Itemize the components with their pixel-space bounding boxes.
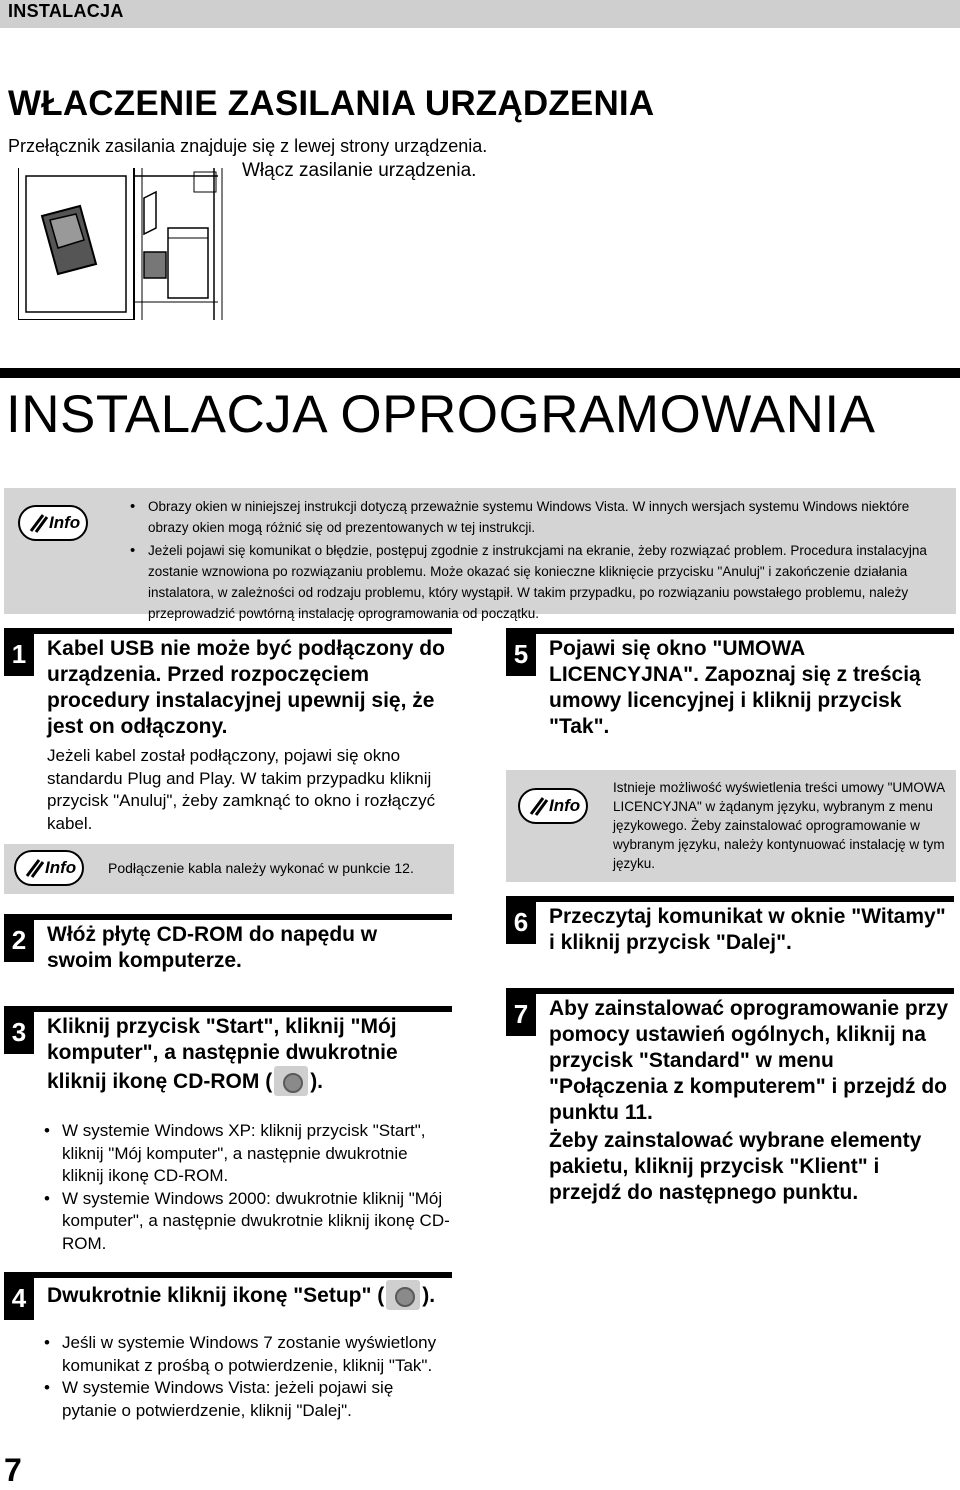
power-title: WŁACZENIE ZASILANIA URZĄDZENIA [8, 84, 655, 123]
pencil-icon [28, 512, 48, 534]
info-text: Podłączenie kabla należy wykonać w punkcie 12. [108, 860, 414, 876]
pencil-icon [528, 795, 548, 817]
step-title-secondary: Żeby zainstalować wybrane elementy pakietu, kliknij przycisk "Klient" i przejdź do następnego punktu. [549, 1129, 922, 1204]
step-title-text: Kliknij przycisk "Start", kliknij "Mój komputer", a następnie dwukrotnie kliknij ikonę CD-ROM ( [47, 1015, 398, 1093]
step-rule [4, 914, 452, 920]
software-title: INSTALACJA OPROGRAMOWANIA [6, 385, 876, 444]
step-title-end: ). [422, 1284, 436, 1307]
bullet-item: • W systemie Windows XP: kliknij przycisk "Start", kliknij "Mój komputer", a następnie dwukrotnie kliknij ikonę CD-ROM. [42, 1120, 452, 1188]
info-label: Info [549, 796, 581, 815]
step-number: 5 [506, 632, 536, 676]
bullet-item: • Jeśli w systemie Windows 7 zostanie wyświetlony komunikat z prośbą o potwierdzenie, kliknij "Tak". [42, 1332, 452, 1377]
step-rule [506, 628, 954, 634]
step-title: Pojawi się okno "UMOWA LICENCYJNA". Zapoznaj się z treścią umowy licencyjnej i kliknij przycisk "Tak". [549, 637, 921, 738]
power-switch-illustration [18, 168, 240, 320]
info-box-step5 [506, 770, 956, 882]
info-box-general [4, 488, 956, 621]
step-title: Kabel USB nie może być podłączony do urządzenia. Przed rozpoczęciem procedury instalacyjnej upewnij się, że jest on odłączony. [47, 637, 445, 738]
step-bullets [42, 1332, 452, 1422]
step-title [47, 1280, 467, 1310]
info-box-step1 [4, 844, 454, 894]
page-number: 7 [4, 1452, 22, 1488]
header-bar [0, 0, 960, 28]
info-text: Istnieje możliwość wyświetlenia treści umowy "UMOWA LICENCYJNA" w żądanym języku, wybranym z menu językowego. Żeby zainstalować oprogramowanie w wybranym języku, należy kontynuować instalację w tym języku. [613, 780, 945, 871]
info-item: • Jeżeli pojawi się komunikat o błędzie, postępuj zgodnie z instrukcjami na ekranie, żeby rozwiązać problem. Procedura instalacyjna zostanie wznowiona po rozwiązaniu problemu. Może okazać się konieczne kliknięcie przycisku "Anuluj" i zakończenie działania instalatora, w zależności od rodzaju problemu, który wystąpił. W takim przypadku, po rozwiązaniu powstałego problemu, należy przeprowadzić powtórną instalację oprogramowania od początku. [128, 540, 950, 624]
step-rule [4, 1006, 452, 1012]
step-title: Włóż płytę CD-ROM do napędu w swoim komputerze. [47, 923, 378, 972]
info-item: • Obrazy okien w niniejszej instrukcji dotyczą przeważnie systemu Windows Vista. W innych wersjach systemu Windows niektóre obrazy okien mogą różnić się od prezentowanych w tej instrukcji. [128, 496, 950, 538]
step-rule [4, 628, 452, 634]
step-bullets [42, 1120, 452, 1255]
pencil-icon [24, 857, 44, 879]
section-title: INSTALACJA [8, 1, 124, 21]
power-instruction: Włącz zasilanie urządzenia. [242, 160, 477, 181]
bullet-item: • W systemie Windows Vista: jeżeli pojawi się pytanie o potwierdzenie, kliknij "Dalej". [42, 1377, 452, 1422]
step-rule [4, 1272, 452, 1278]
step-rule [506, 896, 954, 902]
info-badge [14, 850, 84, 886]
step-title [47, 1014, 447, 1096]
step-title-text: Dwukrotnie kliknij ikonę "Setup" ( [47, 1284, 385, 1307]
step-title-end: ). [310, 1070, 324, 1093]
cd-rom-icon [274, 1066, 308, 1096]
step-text: Jeżeli kabel został podłączony, pojawi się okno standardu Plug and Play. W takim przypadku kliknij przycisk "Anuluj", żeby zamknąć to okno i rozłączyć kabel. [47, 746, 436, 833]
step-number: 7 [506, 992, 536, 1036]
bullet-item: • W systemie Windows 2000: dwukrotnie kliknij "Mój komputer", a następnie dwukrotnie kliknij ikonę CD-ROM. [42, 1188, 452, 1256]
setup-icon [386, 1280, 420, 1310]
step-rule [506, 988, 954, 994]
info-label: Info [49, 513, 81, 532]
info-badge [518, 788, 588, 824]
step-number: 4 [4, 1276, 34, 1320]
step-title: Aby zainstalować oprogramowanie przy pomocy ustawień ogólnych, kliknij na przycisk "Standard" w menu "Połączenia z komputerem" i przejdź do punktu 11. [549, 997, 949, 1124]
info-label: Info [45, 858, 77, 877]
power-intro: Przełącznik zasilania znajduje się z lewej strony urządzenia. [8, 136, 488, 156]
step-number: 1 [4, 632, 34, 676]
section-divider [0, 368, 960, 378]
step-number: 3 [4, 1010, 34, 1054]
info-badge [18, 505, 88, 541]
step-number: 6 [506, 900, 536, 944]
step-title: Przeczytaj komunikat w oknie "Witamy" i kliknij przycisk "Dalej". [549, 905, 946, 954]
step-number: 2 [4, 918, 34, 962]
info-list [128, 496, 950, 626]
